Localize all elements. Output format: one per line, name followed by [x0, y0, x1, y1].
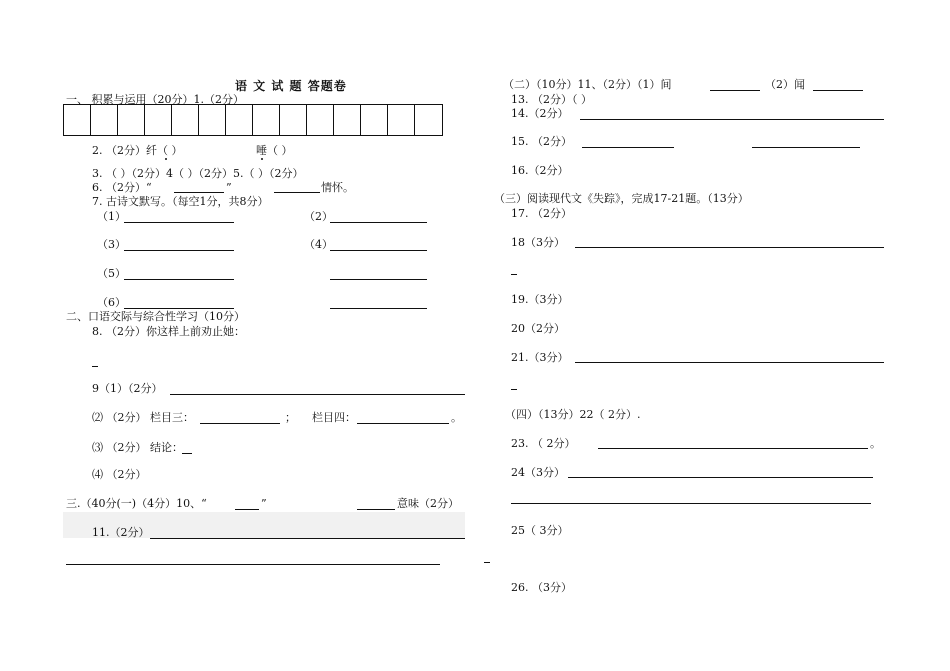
question-2-left: 2. （2分）纤（ ）	[92, 144, 183, 157]
stray-mark	[511, 389, 517, 390]
question-17: 17. （2分）	[511, 207, 572, 220]
answer-line[interactable]	[357, 509, 395, 510]
stray-mark	[92, 366, 98, 367]
question-7: 7. 古诗文默写。（每空1分，共8分）	[92, 195, 269, 208]
stray-mark	[484, 562, 490, 563]
question-21: 21.（3分）	[511, 351, 569, 364]
question-14: 14.（2分）	[511, 107, 569, 120]
quote-close: ”	[226, 181, 232, 194]
question-9-1: 9（1）（2分）	[92, 382, 163, 395]
answer-line[interactable]	[66, 564, 440, 565]
answer-line[interactable]	[575, 247, 884, 248]
stray-mark	[511, 274, 517, 275]
quote-close: ”	[261, 497, 267, 510]
answer-line[interactable]	[182, 453, 192, 454]
grid-cell[interactable]	[415, 105, 442, 135]
question-15: 15. （2分）	[511, 135, 572, 148]
grid-cell[interactable]	[334, 105, 361, 135]
grid-cell[interactable]	[145, 105, 172, 135]
question-3-5: 3. （ ）（2分）4（ ）（2分）5.（ ）（2分）	[92, 167, 304, 180]
poem-label-2: （2）	[304, 210, 333, 223]
answer-line[interactable]	[511, 503, 871, 504]
answer-line[interactable]	[150, 538, 465, 539]
answer-line[interactable]	[170, 394, 465, 395]
question-11: 11.（2分）	[92, 526, 150, 539]
answer-line[interactable]	[598, 448, 868, 449]
question-19: 19.（3分）	[511, 293, 569, 306]
answer-line[interactable]	[330, 222, 427, 223]
question-24: 24（3分）	[511, 466, 565, 479]
answer-line[interactable]	[357, 423, 449, 424]
part-2-heading: （二）（10分）11、（2分）（1）间	[503, 78, 672, 91]
grid-cell[interactable]	[199, 105, 226, 135]
period: 。	[870, 437, 881, 450]
answer-line[interactable]	[124, 279, 234, 280]
section-1-heading: 一、 积累与运用（20分）1.（2分）	[66, 93, 244, 106]
answer-line[interactable]	[274, 192, 320, 193]
question-20: 20（2分）	[511, 322, 565, 335]
emphasis-dot	[165, 158, 167, 160]
answer-line[interactable]	[710, 90, 760, 91]
answer-line[interactable]	[575, 362, 884, 363]
grid-cell[interactable]	[64, 105, 91, 135]
question-13: 13. （2分）（ ）	[511, 93, 592, 106]
answer-line[interactable]	[200, 423, 280, 424]
answer-line[interactable]	[580, 119, 884, 120]
section-2-heading: 二、口语交际与综合性学习（10分）	[66, 310, 245, 323]
grid-cell[interactable]	[172, 105, 199, 135]
column-4-label: 栏目四：	[312, 411, 356, 424]
character-grid	[63, 104, 443, 136]
grid-cell[interactable]	[361, 105, 388, 135]
period: 。	[451, 411, 462, 424]
question-26: 26. （3分）	[511, 581, 572, 594]
answer-line[interactable]	[330, 279, 427, 280]
question-25: 25（ 3分）	[511, 524, 569, 537]
question-8: 8. （2分）你这样上前劝止她：	[92, 325, 245, 338]
part-4-heading: （四）（13分）22（ 2分）.	[505, 408, 641, 421]
answer-line[interactable]	[124, 222, 234, 223]
poem-label-6: （6）	[97, 296, 126, 309]
question-6-label: 6. （2分）“	[92, 181, 152, 194]
grid-cell[interactable]	[226, 105, 253, 135]
question-6-suffix: 情怀。	[321, 181, 354, 194]
answer-line[interactable]	[174, 192, 224, 193]
question-16: 16.（2分）	[511, 164, 569, 177]
grid-cell[interactable]	[253, 105, 280, 135]
poem-label-1: （1）	[97, 210, 126, 223]
grid-cell[interactable]	[118, 105, 145, 135]
part-3-heading: （三）阅读现代文《失踪》，完成17-21题。（13分）	[494, 192, 749, 205]
answer-line[interactable]	[752, 147, 860, 148]
answer-line[interactable]	[330, 250, 427, 251]
section-3-heading: 三.（40分(一)（4分）10、“	[66, 497, 207, 510]
answer-line[interactable]	[813, 90, 863, 91]
part-2-word-2: （2）闻	[765, 78, 805, 91]
question-23: 23. （ 2分）	[511, 437, 576, 450]
grid-cell[interactable]	[91, 105, 118, 135]
question-9-2: ⑵ （2分） 栏目三：	[92, 411, 194, 424]
answer-line[interactable]	[124, 250, 234, 251]
poem-label-5: （5）	[97, 267, 126, 280]
answer-line[interactable]	[582, 147, 674, 148]
poem-label-4: （4）	[304, 238, 333, 251]
answer-line[interactable]	[235, 509, 259, 510]
question-9-4: ⑷ （2分）	[92, 468, 147, 481]
grid-cell[interactable]	[307, 105, 334, 135]
poem-label-3: （3）	[97, 238, 126, 251]
semicolon: ；	[285, 411, 296, 424]
answer-line[interactable]	[330, 308, 427, 309]
answer-line[interactable]	[124, 308, 234, 309]
page-title: 语 文 试 题 答题卷	[235, 79, 347, 93]
grid-cell[interactable]	[388, 105, 415, 135]
section-3-suffix: 意味（2分）	[397, 497, 459, 510]
question-18: 18（3分）	[511, 236, 565, 249]
question-9-3: ⑶ （2分） 结论：	[92, 441, 183, 454]
question-2-right: 唾（ ）	[256, 144, 293, 157]
grid-cell[interactable]	[280, 105, 307, 135]
emphasis-dot	[261, 158, 263, 160]
answer-line[interactable]	[568, 477, 873, 478]
